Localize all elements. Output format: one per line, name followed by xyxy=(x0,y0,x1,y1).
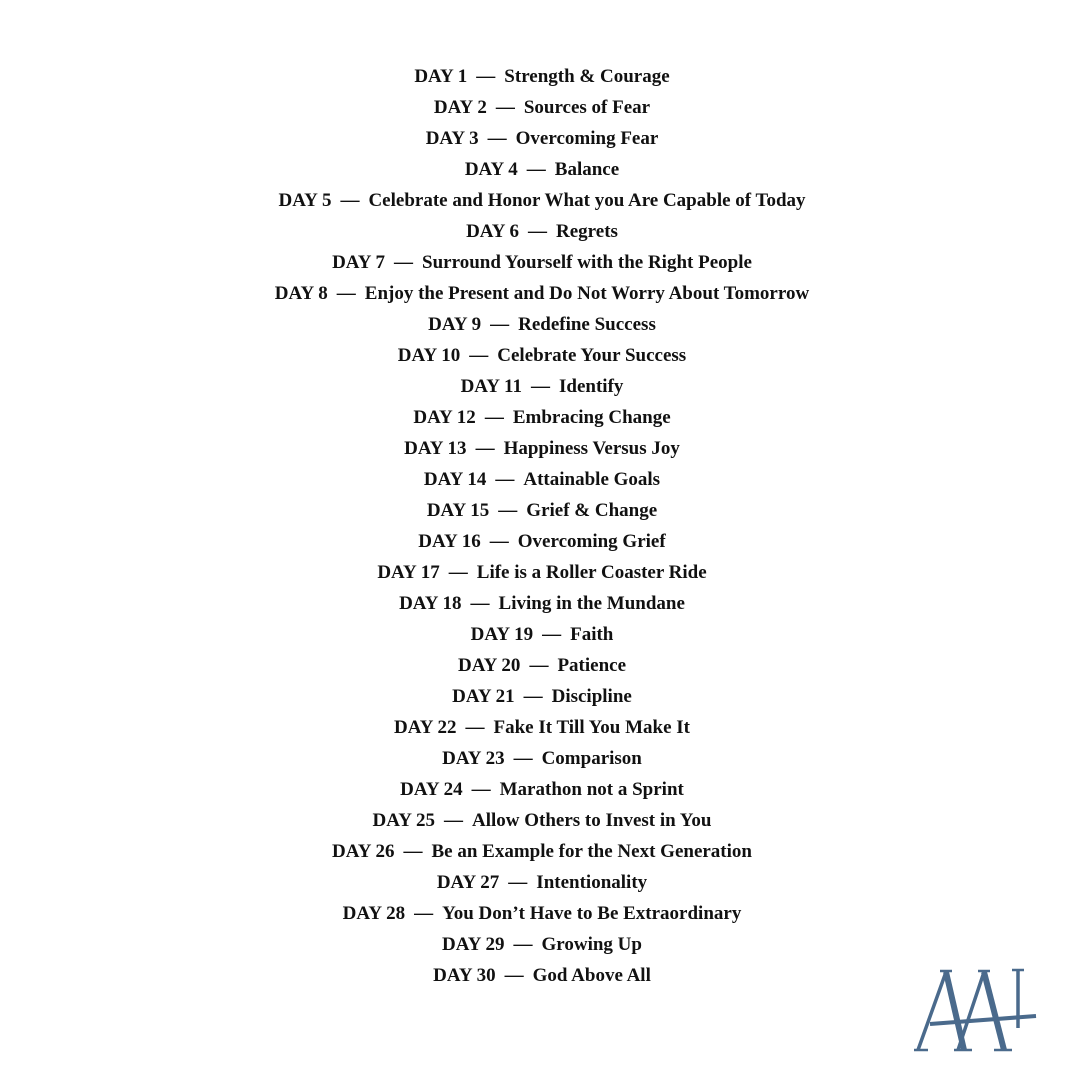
em-dash-separator: — xyxy=(528,221,548,242)
day-title: Overcoming Fear xyxy=(515,128,659,149)
day-number: DAY 16 xyxy=(418,531,481,552)
day-number: DAY 21 xyxy=(452,686,515,707)
schedule-row xyxy=(0,247,1080,278)
em-dash-separator: — xyxy=(484,407,504,428)
day-title: Balance xyxy=(554,159,620,180)
schedule-row xyxy=(0,495,1080,526)
day-number: DAY 8 xyxy=(274,283,328,304)
day-number: DAY 27 xyxy=(436,872,500,893)
day-number: DAY 1 xyxy=(414,66,468,87)
day-title: Overcoming Grief xyxy=(517,531,666,552)
em-dash-separator: — xyxy=(414,903,434,924)
day-number: DAY 6 xyxy=(466,221,520,242)
em-dash-separator: — xyxy=(476,66,496,87)
schedule-row xyxy=(0,185,1080,216)
day-title: Intentionality xyxy=(536,872,648,893)
day-number: DAY 5 xyxy=(278,190,332,211)
day-title: Happiness Versus Joy xyxy=(503,438,680,459)
day-number: DAY 4 xyxy=(464,159,518,180)
day-title: You Don’t Have to Be Extraordinary xyxy=(442,903,742,924)
em-dash-separator: — xyxy=(490,314,510,335)
em-dash-separator: — xyxy=(513,934,533,955)
em-dash-separator: — xyxy=(470,593,490,614)
schedule-row xyxy=(0,681,1080,712)
day-number: DAY 17 xyxy=(377,562,440,583)
schedule-row xyxy=(0,743,1080,774)
day-number: DAY 20 xyxy=(457,655,521,676)
day-number: DAY 9 xyxy=(428,314,482,335)
em-dash-separator: — xyxy=(542,624,562,645)
schedule-row xyxy=(0,650,1080,681)
em-dash-separator: — xyxy=(508,872,528,893)
schedule-row xyxy=(0,898,1080,929)
em-dash-separator: — xyxy=(336,283,356,304)
day-title: Faith xyxy=(570,624,614,645)
day-title: Life is a Roller Coaster Ride xyxy=(476,562,707,583)
schedule-row xyxy=(0,216,1080,247)
day-number: DAY 26 xyxy=(332,841,395,862)
day-number: DAY 30 xyxy=(433,965,496,986)
schedule-row xyxy=(0,805,1080,836)
day-title: Grief & Change xyxy=(526,500,658,521)
day-title: Comparison xyxy=(541,748,642,769)
em-dash-separator: — xyxy=(498,500,518,521)
em-dash-separator: — xyxy=(529,655,549,676)
em-dash-separator: — xyxy=(394,252,414,273)
em-dash-separator: — xyxy=(526,159,546,180)
day-number: DAY 2 xyxy=(433,97,487,118)
schedule-row xyxy=(0,340,1080,371)
em-dash-separator: — xyxy=(340,190,360,211)
em-dash-separator: — xyxy=(489,531,509,552)
em-dash-separator: — xyxy=(469,345,489,366)
schedule-row xyxy=(0,433,1080,464)
schedule-row xyxy=(0,154,1080,185)
em-dash-separator: — xyxy=(403,841,423,862)
schedule-row xyxy=(0,92,1080,123)
day-title: Identify xyxy=(559,376,624,397)
schedule-row xyxy=(0,557,1080,588)
em-dash-separator: — xyxy=(523,686,543,707)
schedule-row xyxy=(0,774,1080,805)
schedule-row xyxy=(0,526,1080,557)
day-number: DAY 10 xyxy=(397,345,461,366)
day-number: DAY 19 xyxy=(470,624,534,645)
schedule-row xyxy=(0,464,1080,495)
em-dash-separator: — xyxy=(448,562,468,583)
day-number: DAY 7 xyxy=(332,252,386,273)
day-number: DAY 22 xyxy=(394,717,457,738)
em-dash-separator: — xyxy=(475,438,495,459)
day-title: Enjoy the Present and Do Not Worry About Tomorrow xyxy=(364,283,810,304)
day-title: Attainable Goals xyxy=(523,469,661,490)
em-dash-separator: — xyxy=(487,128,507,149)
day-number: DAY 18 xyxy=(399,593,462,614)
day-number: DAY 12 xyxy=(413,407,476,428)
em-dash-separator: — xyxy=(465,717,485,738)
day-title: Sources of Fear xyxy=(523,97,651,118)
day-title: Strength & Courage xyxy=(504,66,670,87)
day-title: Living in the Mundane xyxy=(498,593,685,614)
day-title: Embracing Change xyxy=(512,407,671,428)
day-title: Regrets xyxy=(556,221,618,242)
schedule-row xyxy=(0,619,1080,650)
day-number: DAY 28 xyxy=(342,903,406,924)
day-number: DAY 23 xyxy=(442,748,505,769)
schedule-row xyxy=(0,402,1080,433)
schedule-row xyxy=(0,712,1080,743)
em-dash-separator: — xyxy=(495,469,515,490)
schedule-row xyxy=(0,588,1080,619)
day-number: DAY 3 xyxy=(425,128,479,149)
schedule-row xyxy=(0,61,1080,92)
day-schedule-list xyxy=(0,61,1080,991)
schedule-row xyxy=(0,123,1080,154)
schedule-row xyxy=(0,867,1080,898)
day-title: Discipline xyxy=(551,686,632,707)
day-title: Surround Yourself with the Right People xyxy=(422,252,752,273)
day-title: Allow Others to Invest in You xyxy=(472,810,712,831)
day-title: Marathon not a Sprint xyxy=(499,779,684,800)
schedule-row xyxy=(0,836,1080,867)
day-title: Patience xyxy=(557,655,627,676)
day-title: Redefine Success xyxy=(518,314,656,335)
em-dash-separator: — xyxy=(504,965,524,986)
em-dash-separator: — xyxy=(471,779,491,800)
day-title: Celebrate Your Success xyxy=(497,345,687,366)
day-number: DAY 29 xyxy=(442,934,505,955)
day-title: God Above All xyxy=(532,965,651,986)
em-dash-separator: — xyxy=(513,748,533,769)
day-title: Celebrate and Honor What you Are Capable of Today xyxy=(368,190,806,211)
day-title: Growing Up xyxy=(541,934,642,955)
em-dash-separator: — xyxy=(495,97,515,118)
day-title: Be an Example for the Next Generation xyxy=(431,841,752,862)
schedule-row xyxy=(0,929,1080,960)
day-number: DAY 25 xyxy=(372,810,435,831)
schedule-row xyxy=(0,309,1080,340)
day-number: DAY 14 xyxy=(423,469,487,490)
day-number: DAY 13 xyxy=(404,438,467,459)
em-dash-separator: — xyxy=(531,376,550,397)
aa-monogram-logo xyxy=(914,966,1038,1054)
day-title: Fake It Till You Make It xyxy=(493,717,690,738)
schedule-row xyxy=(0,371,1080,402)
em-dash-separator: — xyxy=(444,810,463,831)
day-number: DAY 11 xyxy=(460,376,522,397)
schedule-row xyxy=(0,278,1080,309)
day-number: DAY 15 xyxy=(426,500,490,521)
day-number: DAY 24 xyxy=(400,779,463,800)
